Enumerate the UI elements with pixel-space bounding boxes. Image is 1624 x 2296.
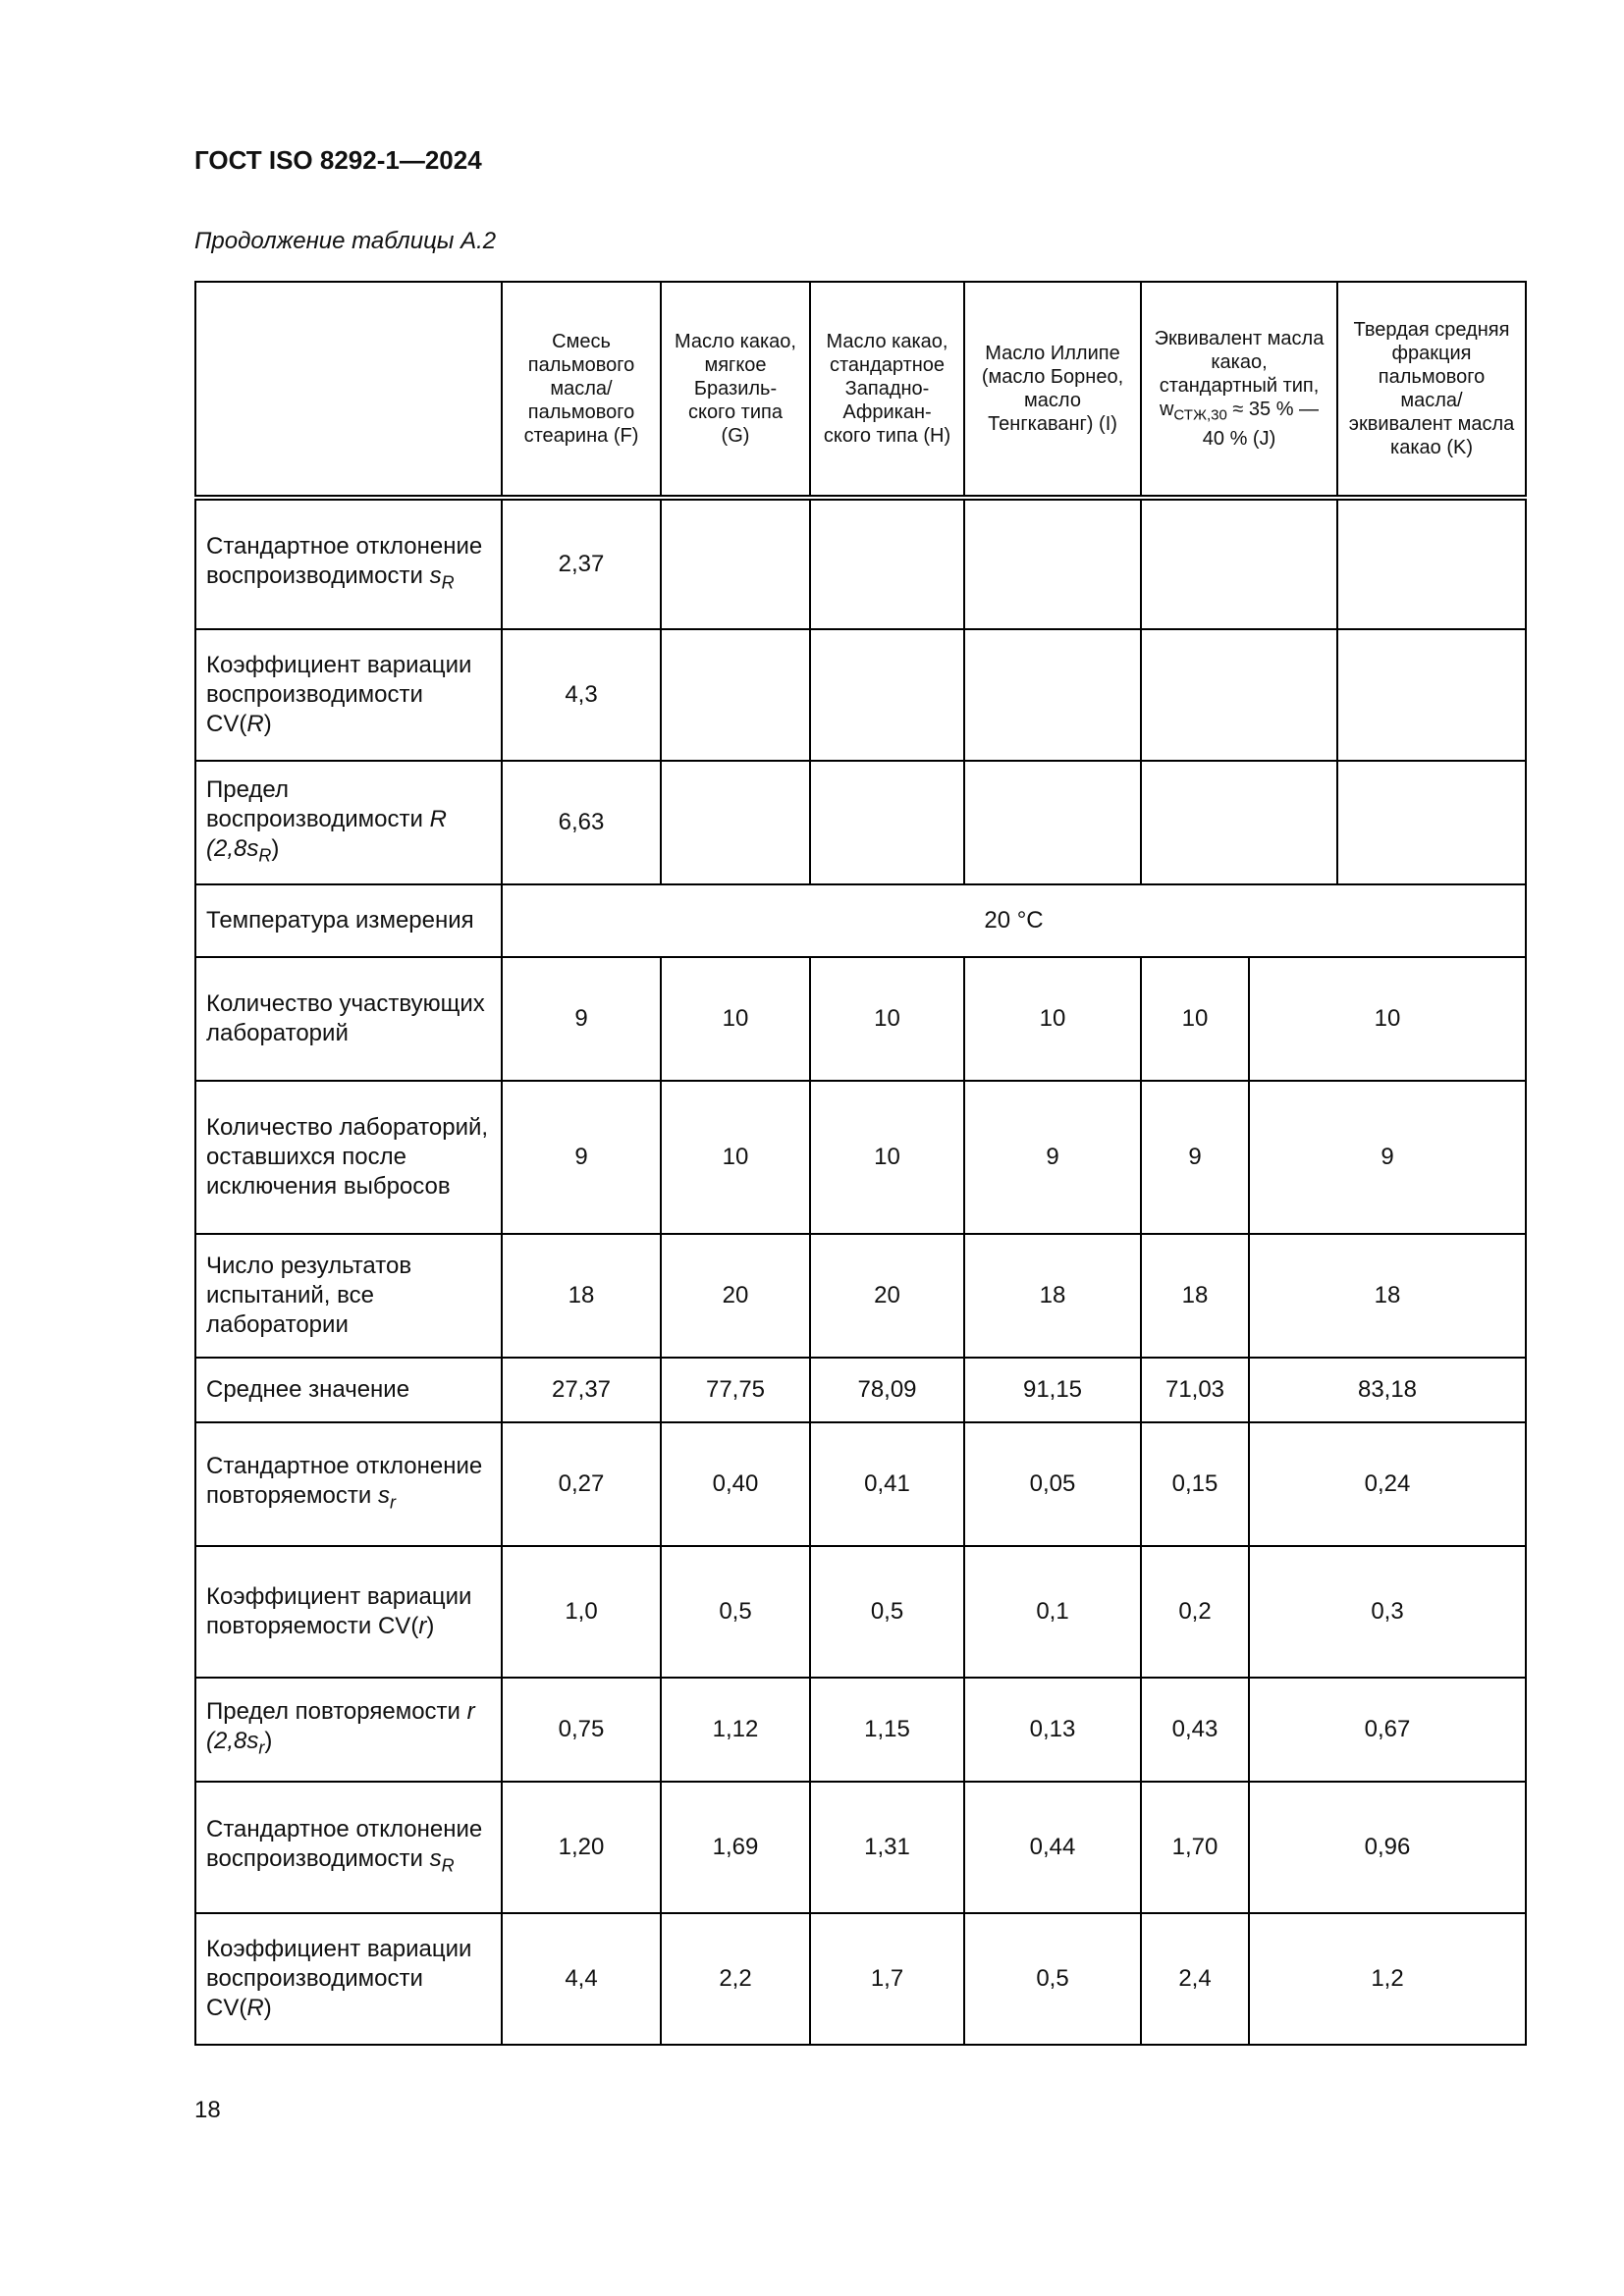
value-cell: 0,24 <box>1249 1422 1526 1546</box>
value-cell: 18 <box>964 1234 1141 1358</box>
column-header-h: Масло какао, стандартное Западно-Африкан-ского типа (H) <box>810 282 964 498</box>
value-cell: 10 <box>661 1081 810 1234</box>
value-cell: 0,41 <box>810 1422 964 1546</box>
value-cell: 10 <box>810 957 964 1081</box>
value-cell: 2,37 <box>502 498 661 629</box>
table-row <box>195 761 1526 884</box>
row-label: Количество участвующих лабораторий <box>195 957 502 1081</box>
empty-cell <box>661 761 810 884</box>
value-cell: 10 <box>964 957 1141 1081</box>
row-label: Среднее значение <box>195 1358 502 1422</box>
temperature-value: 20 °C <box>502 884 1526 957</box>
row-label: Количество лабораторий, оставшихся после исключения выбросов <box>195 1081 502 1234</box>
header-corner-cell <box>195 282 502 498</box>
value-cell: 9 <box>502 957 661 1081</box>
value-cell: 0,3 <box>1249 1546 1526 1678</box>
value-cell: 20 <box>810 1234 964 1358</box>
empty-cell <box>1337 761 1526 884</box>
empty-cell <box>810 629 964 761</box>
value-cell: 71,03 <box>1141 1358 1249 1422</box>
empty-cell <box>964 761 1141 884</box>
value-cell: 2,2 <box>661 1913 810 2045</box>
row-label: Стандартное отклонение повторяемости $s_r$ <box>195 1422 502 1546</box>
table-row <box>195 1782 1526 1913</box>
value-cell: 0,27 <box>502 1422 661 1546</box>
row-label: Коэффициент вариации воспроизводимости CV(R) <box>195 629 502 761</box>
empty-cell <box>964 498 1141 629</box>
row-label: Коэффициент вариации повторяемости CV(r) <box>195 1546 502 1678</box>
value-cell: 0,44 <box>964 1782 1141 1913</box>
empty-cell <box>661 629 810 761</box>
value-cell: 27,37 <box>502 1358 661 1422</box>
value-cell: 78,09 <box>810 1358 964 1422</box>
empty-cell <box>1337 498 1526 629</box>
value-cell: 1,31 <box>810 1782 964 1913</box>
empty-cell <box>1337 629 1526 761</box>
results-table <box>194 281 1527 2046</box>
value-cell: 18 <box>1249 1234 1526 1358</box>
value-cell: 10 <box>810 1081 964 1234</box>
row-label: Стандартное отклонение воспроизводимости $s_R$ <box>195 1782 502 1913</box>
value-cell: 9 <box>1249 1081 1526 1234</box>
table-row <box>195 1913 1526 2045</box>
value-cell: 0,43 <box>1141 1678 1249 1782</box>
table-row <box>195 1234 1526 1358</box>
table-header-row <box>195 282 1526 498</box>
value-cell: 0,1 <box>964 1546 1141 1678</box>
value-cell: 0,5 <box>661 1546 810 1678</box>
document-header: ГОСТ ISO 8292-1—2024 <box>194 145 482 175</box>
row-label: Предел повторяемости r $(2,8s_r)$ <box>195 1678 502 1782</box>
value-cell: 18 <box>1141 1234 1249 1358</box>
value-cell: 1,0 <box>502 1546 661 1678</box>
value-cell: 91,15 <box>964 1358 1141 1422</box>
table-row <box>195 1081 1526 1234</box>
column-header-j: Эквивалент масла какао, стандартный тип, $w_{СТЖ,30} \approx 35$ % — 40 % (J) <box>1141 282 1337 498</box>
table-row <box>195 498 1526 629</box>
value-cell: 0,05 <box>964 1422 1141 1546</box>
empty-cell <box>1141 629 1337 761</box>
value-cell: 0,40 <box>661 1422 810 1546</box>
table-row <box>195 629 1526 761</box>
value-cell: 20 <box>661 1234 810 1358</box>
value-cell: 9 <box>1141 1081 1249 1234</box>
value-cell: 10 <box>1141 957 1249 1081</box>
table-row <box>195 1678 1526 1782</box>
column-header-k: Твердая средняя фракция пальмового масла/ эквивалент масла какао (K) <box>1337 282 1526 498</box>
table-row <box>195 957 1526 1081</box>
column-header-g: Масло какао, мягкое Бразиль-ского типа (G) <box>661 282 810 498</box>
value-cell: 10 <box>1249 957 1526 1081</box>
value-cell: 0,13 <box>964 1678 1141 1782</box>
empty-cell <box>810 498 964 629</box>
table-caption: Продолжение таблицы А.2 <box>194 228 497 254</box>
row-label: Коэффициент вариации воспроизводимости CV(R) <box>195 1913 502 2045</box>
value-cell: 1,15 <box>810 1678 964 1782</box>
empty-cell <box>964 629 1141 761</box>
value-cell: 4,3 <box>502 629 661 761</box>
empty-cell <box>661 498 810 629</box>
column-header-i: Масло Иллипе (масло Борнео, масло Тенгкаванг) (I) <box>964 282 1141 498</box>
value-cell: 18 <box>502 1234 661 1358</box>
value-cell: 1,69 <box>661 1782 810 1913</box>
value-cell: 0,5 <box>810 1546 964 1678</box>
empty-cell <box>1141 498 1337 629</box>
value-cell: 77,75 <box>661 1358 810 1422</box>
value-cell: 1,7 <box>810 1913 964 2045</box>
table-row <box>195 1422 1526 1546</box>
page-number: 18 <box>194 2097 221 2123</box>
value-cell: 1,70 <box>1141 1782 1249 1913</box>
value-cell: 1,12 <box>661 1678 810 1782</box>
value-cell: 9 <box>964 1081 1141 1234</box>
value-cell: 1,20 <box>502 1782 661 1913</box>
row-label: Температура измерения <box>195 884 502 957</box>
row-label: Стандартное отклонение воспроизводимости $s_R$ <box>195 498 502 629</box>
row-label: Предел воспроизводимости R $(2,8s_R)$ <box>195 761 502 884</box>
value-cell: 0,2 <box>1141 1546 1249 1678</box>
table-row <box>195 1358 1526 1422</box>
value-cell: 0,5 <box>964 1913 1141 2045</box>
value-cell: 0,75 <box>502 1678 661 1782</box>
value-cell: 10 <box>661 957 810 1081</box>
value-cell: 9 <box>502 1081 661 1234</box>
empty-cell <box>810 761 964 884</box>
empty-cell <box>1141 761 1337 884</box>
table-row <box>195 1546 1526 1678</box>
value-cell: 83,18 <box>1249 1358 1526 1422</box>
value-cell: 0,96 <box>1249 1782 1526 1913</box>
value-cell: 2,4 <box>1141 1913 1249 2045</box>
value-cell: 0,15 <box>1141 1422 1249 1546</box>
value-cell: 1,2 <box>1249 1913 1526 2045</box>
column-header-f: Смесь пальмового масла/ пальмового стеарина (F) <box>502 282 661 498</box>
temperature-row <box>195 884 1526 957</box>
value-cell: 0,67 <box>1249 1678 1526 1782</box>
row-label: Число результатов испытаний, все лаборатории <box>195 1234 502 1358</box>
value-cell: 6,63 <box>502 761 661 884</box>
value-cell: 4,4 <box>502 1913 661 2045</box>
